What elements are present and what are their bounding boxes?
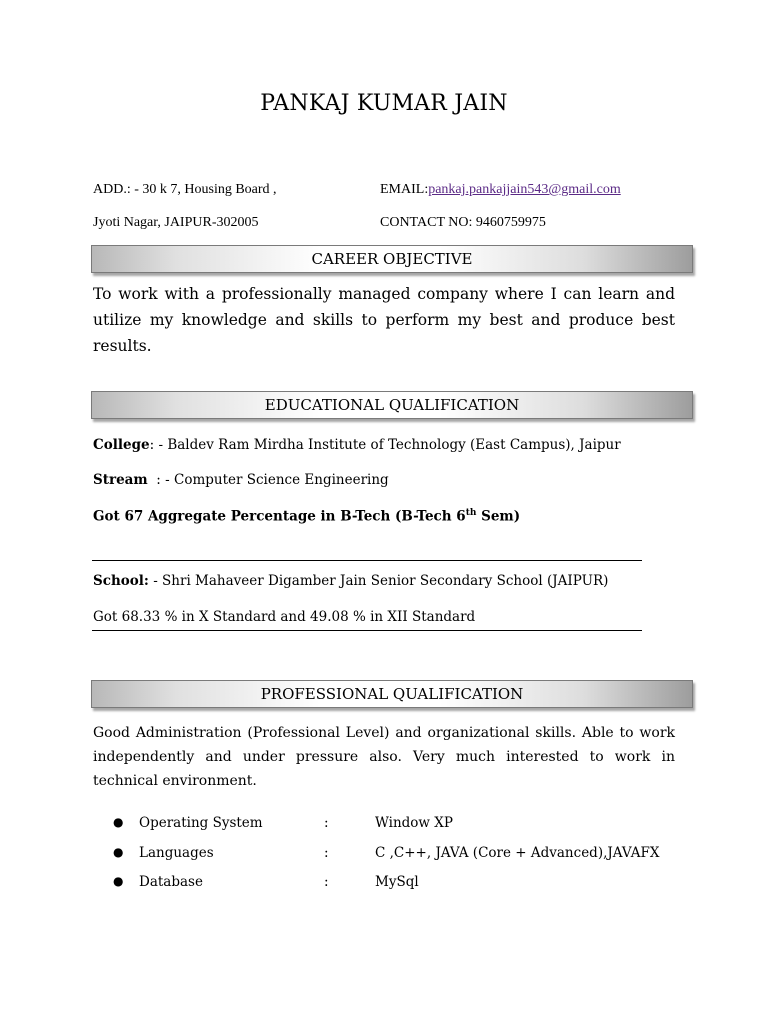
skill-label: Languages <box>139 845 214 861</box>
email-label: EMAIL: <box>380 182 429 197</box>
candidate-name: PANKAJ KUMAR JAIN <box>260 91 508 116</box>
aggregate-text: Got 67 Aggregate Percentage in B-Tech (B-Tech 6 <box>93 508 466 525</box>
aggregate-line <box>93 508 520 525</box>
address-line-2: Jyoti Nagar, JAIPUR-302005 <box>93 215 259 230</box>
school-label: School: <box>93 573 149 589</box>
skill-value: MySql <box>375 874 419 890</box>
stream-line <box>93 472 389 488</box>
skill-row <box>0 874 768 896</box>
stream-label: Stream <box>93 472 148 488</box>
skill-label: Operating System <box>139 815 263 831</box>
career-objective-text: To work with a professionally managed company where I can learn and utilize my knowledge and skills to perform my best and produce best results. <box>93 285 675 355</box>
aggregate-tail: Sem) <box>476 508 521 525</box>
skill-label: Database <box>139 874 203 890</box>
school-result: Got 68.33 % in X Standard and 49.08 % in XII Standard <box>93 609 476 625</box>
professional-summary: Good Administration (Professional Level) and organizational skills. Able to work independently and under pressure also. Very much interested to work in technical environment. <box>93 725 675 789</box>
school-line <box>93 573 608 589</box>
college-line <box>93 437 621 453</box>
college-label: College <box>93 437 150 453</box>
contact-number: 9460759975 <box>475 215 546 230</box>
skill-row <box>0 815 768 837</box>
bullet-icon: ● <box>113 845 124 859</box>
skill-separator: : <box>324 815 329 831</box>
section-header-education: EDUCATIONAL QUALIFICATION <box>91 391 693 419</box>
college-value: : - Baldev Ram Mirdha Institute of Technology (East Campus), Jaipur <box>149 437 621 453</box>
address-line-1: ADD.: - 30 k 7, Housing Board , <box>93 182 277 197</box>
skill-separator: : <box>324 874 329 890</box>
email-line <box>380 182 621 198</box>
contact-label: CONTACT NO: <box>380 215 476 230</box>
skill-value: C ,C++, JAVA (Core + Advanced),JAVAFX <box>375 845 660 861</box>
skill-value: Window XP <box>375 815 453 831</box>
school-value: - Shri Mahaveer Digamber Jain Senior Secondary School (JAIPUR) <box>148 573 609 589</box>
email-link[interactable]: pankaj.pankajjain543@gmail.com <box>428 182 621 197</box>
aggregate-sup: th <box>465 508 477 518</box>
bullet-icon: ● <box>113 815 124 829</box>
divider-top <box>92 560 642 561</box>
stream-value: : - Computer Science Engineering <box>147 472 389 488</box>
divider-bottom <box>92 630 642 631</box>
section-header-career-objective: CAREER OBJECTIVE <box>91 245 693 273</box>
skill-separator: : <box>324 845 329 861</box>
contact-number-line <box>380 215 546 231</box>
skill-row <box>0 845 768 867</box>
bullet-icon: ● <box>113 874 124 888</box>
section-header-professional: PROFESSIONAL QUALIFICATION <box>91 680 693 708</box>
